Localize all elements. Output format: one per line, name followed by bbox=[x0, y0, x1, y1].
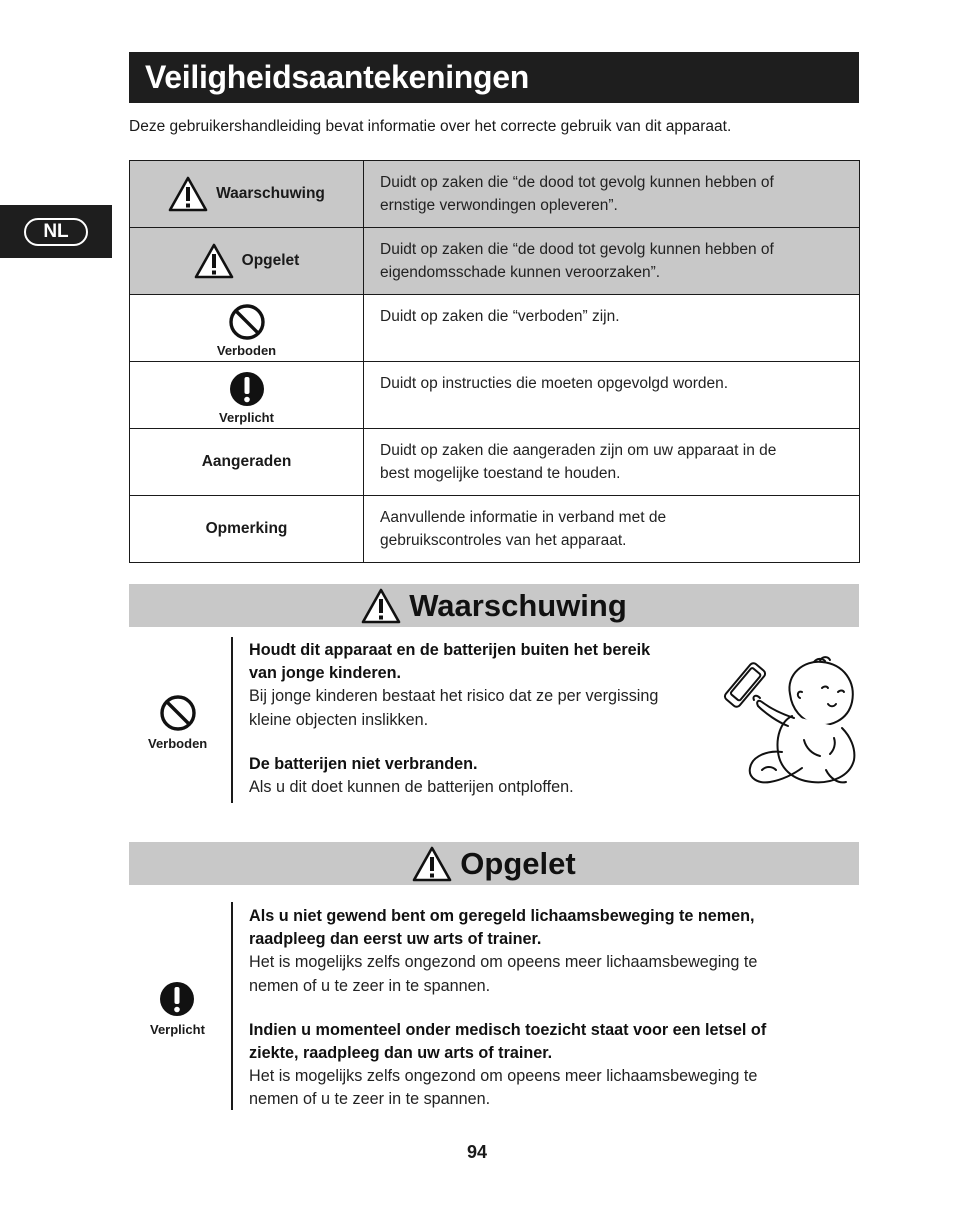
intro-text: Deze gebruikershandleiding bevat informatie over het correcte gebruik van dit apparaat. bbox=[129, 118, 732, 135]
legend-table bbox=[129, 160, 860, 563]
warning-section-title: Waarschuwing bbox=[409, 587, 627, 623]
section-divider-line bbox=[231, 902, 233, 1110]
prohibited-icon bbox=[159, 694, 197, 732]
side-icon-label: Verplicht bbox=[150, 1022, 205, 1037]
caution-item-text: Het is mogelijks zelfs ongezond om opeens meer lichaamsbeweging te bbox=[249, 953, 758, 972]
caution-side-icon bbox=[150, 980, 205, 1037]
legend-row bbox=[130, 362, 860, 429]
side-icon-label: Verboden bbox=[148, 736, 208, 751]
warning-side-icon bbox=[148, 694, 207, 751]
legend-row bbox=[130, 161, 860, 228]
baby-with-device-illustration bbox=[722, 652, 862, 792]
warning-item-text: Als u dit doet kunnen de batterijen ontploffen. bbox=[249, 778, 574, 797]
warning-item-heading: De batterijen niet verbranden. bbox=[249, 754, 478, 773]
caution-item-heading: Indien u momenteel onder medisch toezicht staat voor een letsel of bbox=[249, 1020, 767, 1039]
caution-item-text: Het is mogelijks zelfs ongezond om opeens meer lichaamsbeweging te bbox=[249, 1067, 758, 1086]
caution-item-heading: raadpleeg dan eerst uw arts of trainer. bbox=[249, 930, 542, 949]
legend-desc-line: gebruikscontroles van het apparaat. bbox=[380, 532, 627, 549]
language-tab bbox=[0, 205, 112, 258]
page-title: Veiligheidsaantekeningen bbox=[145, 59, 530, 95]
legend-key-label: Opmerking bbox=[130, 496, 364, 563]
title-bar bbox=[129, 52, 859, 103]
warning-triangle-icon bbox=[412, 846, 452, 882]
warning-item-heading: van jonge kinderen. bbox=[249, 664, 402, 683]
legend-desc-line: eigendomsschade kunnen veroorzaken”. bbox=[380, 264, 661, 281]
warning-body bbox=[249, 639, 658, 799]
legend-key-label: Verboden bbox=[216, 342, 277, 358]
legend-desc-line: Duidt op zaken die “de dood tot gevolg kunnen hebben of bbox=[380, 174, 774, 191]
legend-desc-line: Duidt op zaken die “verboden” zijn. bbox=[380, 308, 620, 325]
warning-triangle-icon bbox=[361, 588, 401, 624]
caution-item-text: nemen of u te zeer in te spannen. bbox=[249, 1090, 491, 1109]
legend-row bbox=[130, 228, 860, 295]
legend-key-label: Aangeraden bbox=[130, 429, 364, 496]
warning-item-text: kleine objecten inslikken. bbox=[249, 710, 429, 729]
caution-item-heading: Als u niet gewend bent om geregeld lichaamsbeweging te nemen, bbox=[249, 907, 755, 925]
mandatory-icon bbox=[228, 370, 266, 408]
legend-row bbox=[130, 295, 860, 362]
page-number: 94 bbox=[466, 1142, 488, 1162]
warning-item-text: Bij jonge kinderen bestaat het risico dat ze per vergissing bbox=[249, 687, 659, 706]
warning-section-header bbox=[129, 584, 859, 627]
section-divider-line bbox=[231, 637, 233, 803]
legend-desc-line: ernstige verwondingen opleveren”. bbox=[380, 197, 618, 214]
legend-desc-line: Duidt op zaken die aangeraden zijn om uw apparaat in de bbox=[380, 442, 777, 459]
legend-key-label: Verplicht bbox=[219, 409, 274, 425]
warning-triangle-icon bbox=[168, 176, 208, 212]
legend-desc-line: Duidt op zaken die “de dood tot gevolg kunnen hebben of bbox=[380, 241, 774, 258]
legend-key-label: Opgelet bbox=[241, 252, 300, 269]
caution-section-title: Opgelet bbox=[460, 845, 576, 881]
warning-item-heading: Houdt dit apparaat en de batterijen buiten het bereik bbox=[249, 641, 651, 659]
language-label: NL bbox=[24, 218, 88, 246]
caution-item-text: nemen of u te zeer in te spannen. bbox=[249, 976, 491, 995]
caution-item-heading: ziekte, raadpleeg dan uw arts of trainer. bbox=[249, 1044, 553, 1063]
legend-desc-line: Duidt op instructies die moeten opgevolgd worden. bbox=[380, 375, 729, 392]
legend-row bbox=[130, 429, 860, 496]
legend-desc-line: Aanvullende informatie in verband met de bbox=[380, 509, 667, 526]
legend-key-label: Waarschuwing bbox=[216, 185, 325, 202]
prohibited-icon bbox=[228, 303, 266, 341]
mandatory-icon bbox=[158, 980, 196, 1018]
warning-triangle-icon bbox=[194, 243, 234, 279]
caution-section-header bbox=[129, 842, 859, 885]
legend-row bbox=[130, 496, 860, 563]
legend-desc-line: best mogelijke toestand te houden. bbox=[380, 465, 621, 482]
caution-body bbox=[249, 905, 766, 1112]
